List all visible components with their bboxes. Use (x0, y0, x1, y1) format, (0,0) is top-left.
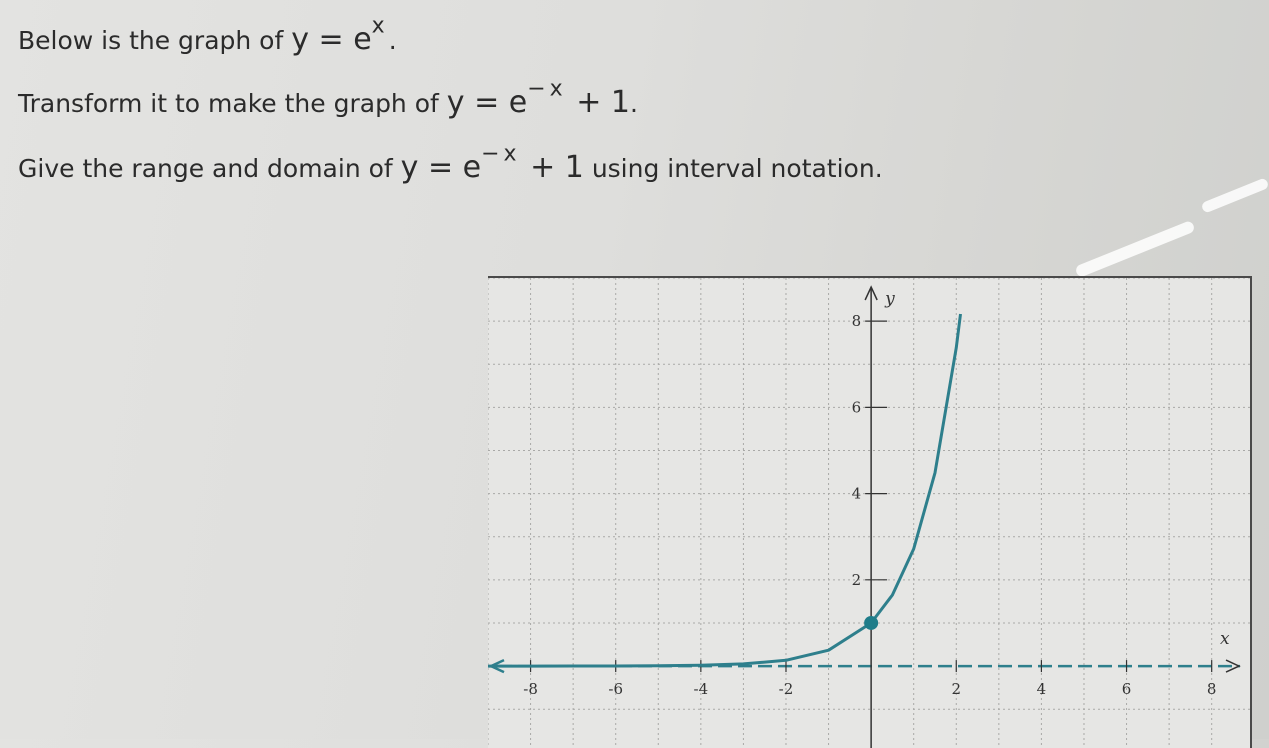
curve (488, 314, 961, 666)
screen-glare (1200, 177, 1269, 213)
x-tick-label: 4 (1036, 680, 1047, 699)
question-line-1 (18, 13, 397, 57)
axes (491, 287, 1240, 748)
period: . (388, 26, 397, 55)
x-tick-label: -2 (778, 680, 794, 699)
points (864, 616, 878, 630)
equation-transformed: $y = e^{-x} + 1$ (446, 76, 630, 120)
period: . (629, 89, 638, 118)
x-tick-label: 6 (1121, 680, 1132, 699)
exponential-graph[interactable] (488, 278, 1250, 748)
x-tick-label: 2 (951, 680, 962, 699)
equation-transformed-2: $y = e^{-x} + 1$ (400, 141, 584, 185)
prompt-text-1: Below is the graph of (18, 26, 284, 55)
screen-glare (1074, 220, 1195, 278)
exponential-curve (488, 314, 961, 666)
x-axis-label: x (1220, 629, 1230, 650)
y-tick-label: 8 (851, 312, 862, 331)
x-tick-label: -4 (693, 680, 709, 699)
x-tick-label: -8 (523, 680, 538, 699)
tick-labels (523, 312, 1216, 698)
y-intercept-point (864, 616, 878, 630)
y-tick-label: 6 (851, 398, 862, 417)
prompt-text-3: Give the range and domain of (18, 154, 393, 183)
prompt-text-2: Transform it to make the graph of (18, 89, 439, 118)
grid (488, 278, 1250, 748)
y-axis-label: y (885, 289, 895, 309)
x-tick-label: -6 (608, 680, 624, 699)
equation-y-equals-e-x: $y = e^x$ (291, 13, 389, 57)
question-line-3 (18, 141, 883, 185)
prompt-suffix: using interval notation. (591, 154, 883, 183)
graph-panel (488, 276, 1252, 748)
y-tick-label: 2 (851, 570, 862, 589)
y-tick-label: 4 (851, 484, 862, 503)
question-line-2 (18, 76, 638, 120)
x-tick-label: 8 (1206, 680, 1217, 699)
